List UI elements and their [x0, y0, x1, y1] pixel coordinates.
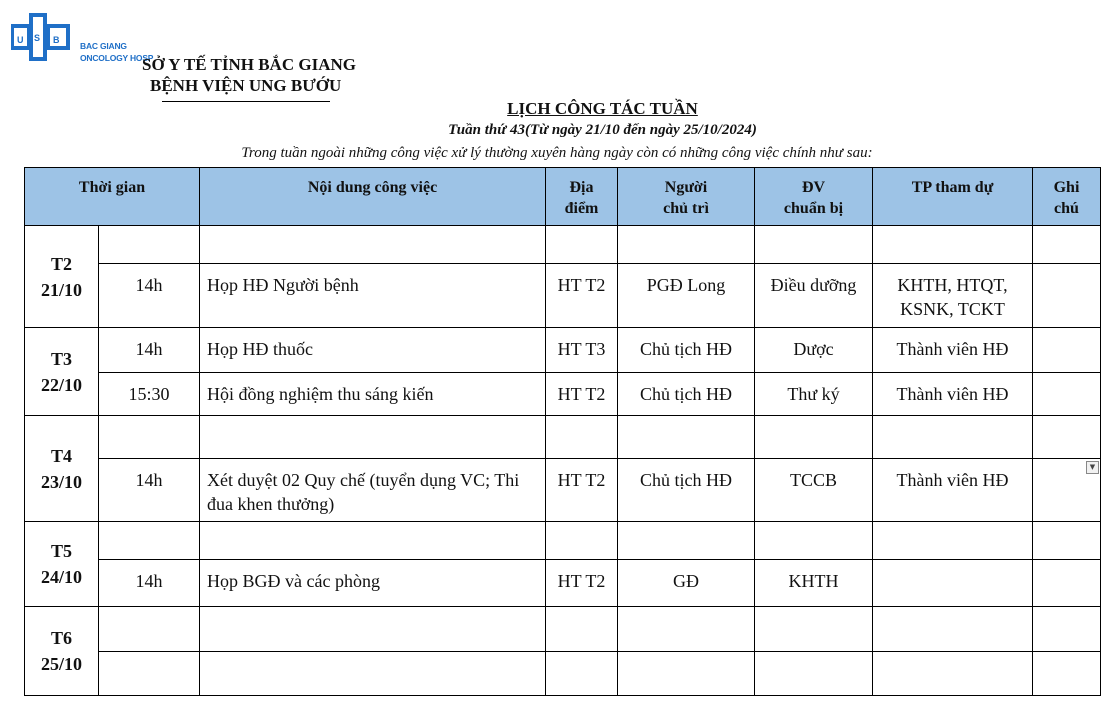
attendees-cell: KHTH, HTQT, KSNK, TCKT: [873, 264, 1033, 328]
header-content: Nội dung công việc: [200, 168, 546, 226]
time-cell: [99, 416, 200, 459]
page-title: LỊCH CÔNG TÁC TUẦN: [507, 99, 698, 118]
place-cell: [546, 652, 618, 696]
content-cell: Họp BGĐ và các phòng: [200, 560, 546, 607]
host-cell: [618, 652, 755, 696]
content-cell: [200, 522, 546, 560]
org-department: SỞ Y TẾ TỈNH BẮC GIANG: [142, 55, 356, 74]
content-cell: Họp HĐ thuốc: [200, 328, 546, 373]
day-cell-t5: T5 24/10: [25, 522, 99, 607]
table-row: [25, 328, 1101, 373]
intro-text: Trong tuần ngoài những công việc xử lý thường xuyên hàng ngày còn có những công việc chính như sau:: [241, 145, 873, 161]
table-header-row: [25, 168, 1101, 226]
unit-cell: [755, 416, 873, 459]
host-cell: [618, 226, 755, 264]
time-cell: [99, 607, 200, 652]
attendees-cell: Thành viên HĐ: [873, 373, 1033, 416]
logo-line2: ONCOLOGY HOSP: [80, 53, 154, 63]
content-cell: Xét duyệt 02 Quy chế (tuyển dụng VC; Thi đua khen thưởng): [200, 459, 546, 522]
host-cell: [618, 607, 755, 652]
time-cell: 15:30: [99, 373, 200, 416]
note-cell: [1033, 652, 1101, 696]
place-cell: [546, 416, 618, 459]
header-note: Ghi chú: [1033, 168, 1101, 226]
time-cell: [99, 522, 200, 560]
chevron-down-icon[interactable]: ▼: [1086, 461, 1099, 474]
content-cell: [200, 607, 546, 652]
time-cell: [99, 652, 200, 696]
day-cell-t2: T2 21/10: [25, 226, 99, 328]
place-cell: [546, 522, 618, 560]
time-cell: 14h: [99, 264, 200, 328]
place-cell: [546, 607, 618, 652]
logo-line1: BAC GIANG: [80, 41, 127, 51]
hospital-logo: [11, 12, 154, 64]
time-cell: 14h: [99, 459, 200, 522]
content-cell: [200, 652, 546, 696]
place-cell: HT T2: [546, 264, 618, 328]
note-cell: [1033, 607, 1101, 652]
unit-cell: Điều dưỡng: [755, 264, 873, 328]
header-host: Người chủ trì: [618, 168, 755, 226]
table-row: [25, 416, 1101, 459]
day-cell-t3: T3 22/10: [25, 328, 99, 416]
table-row: [25, 607, 1101, 652]
content-cell: Họp HĐ Người bệnh: [200, 264, 546, 328]
unit-cell: [755, 607, 873, 652]
host-cell: [618, 416, 755, 459]
attendees-cell: Thành viên HĐ: [873, 459, 1033, 522]
table-row: [25, 459, 1101, 522]
header-time: Thời gian: [25, 168, 200, 226]
attendees-cell: Thành viên HĐ: [873, 328, 1033, 373]
unit-cell: Thư ký: [755, 373, 873, 416]
day-cell-t6: T6 25/10: [25, 607, 99, 696]
header-attendees: TP tham dự: [873, 168, 1033, 226]
org-hospital: BỆNH VIỆN UNG BƯỚU: [150, 76, 342, 95]
table-row: [25, 652, 1101, 696]
logo-letter-b: B: [53, 35, 60, 45]
logo-letter-s: S: [34, 33, 41, 43]
host-cell: [618, 522, 755, 560]
attendees-cell: [873, 416, 1033, 459]
attendees-cell: [873, 226, 1033, 264]
header-place: Địa điểm: [546, 168, 618, 226]
table-row: [25, 522, 1101, 560]
table-row: [25, 264, 1101, 328]
place-cell: [546, 226, 618, 264]
time-cell: 14h: [99, 560, 200, 607]
place-cell: HT T2: [546, 560, 618, 607]
place-cell: HT T2: [546, 459, 618, 522]
day-cell-t4: T4 23/10: [25, 416, 99, 522]
attendees-cell: [873, 652, 1033, 696]
usb-logo-icon: [11, 12, 73, 62]
unit-cell: Dược: [755, 328, 873, 373]
unit-cell: [755, 226, 873, 264]
place-cell: HT T2: [546, 373, 618, 416]
attendees-cell: [873, 607, 1033, 652]
time-cell: 14h: [99, 328, 200, 373]
week-subtitle: Tuần thứ 43(Từ ngày 21/10 đến ngày 25/10/2024): [448, 122, 757, 138]
logo-letter-u: U: [17, 35, 24, 45]
note-cell: [1033, 416, 1101, 459]
note-cell: [1033, 328, 1101, 373]
content-cell: [200, 226, 546, 264]
host-cell: GĐ: [618, 560, 755, 607]
host-cell: Chủ tịch HĐ: [618, 328, 755, 373]
note-cell: [1033, 226, 1101, 264]
content-cell: [200, 416, 546, 459]
unit-cell: KHTH: [755, 560, 873, 607]
unit-cell: [755, 652, 873, 696]
note-cell: [1033, 522, 1101, 560]
attendees-cell: [873, 522, 1033, 560]
table-row: [25, 373, 1101, 416]
note-cell: [1033, 264, 1101, 328]
content-cell: Hội đồng nghiệm thu sáng kiến: [200, 373, 546, 416]
place-cell: HT T3: [546, 328, 618, 373]
header-unit: ĐV chuẩn bị: [755, 168, 873, 226]
note-cell: [1033, 373, 1101, 416]
note-cell: [1033, 560, 1101, 607]
attendees-cell: [873, 560, 1033, 607]
unit-cell: TCCB: [755, 459, 873, 522]
table-row: [25, 226, 1101, 264]
host-cell: PGĐ Long: [618, 264, 755, 328]
table-row: [25, 560, 1101, 607]
unit-cell: [755, 522, 873, 560]
schedule-table: [24, 167, 1101, 696]
host-cell: Chủ tịch HĐ: [618, 459, 755, 522]
time-cell: [99, 226, 200, 264]
host-cell: Chủ tịch HĐ: [618, 373, 755, 416]
